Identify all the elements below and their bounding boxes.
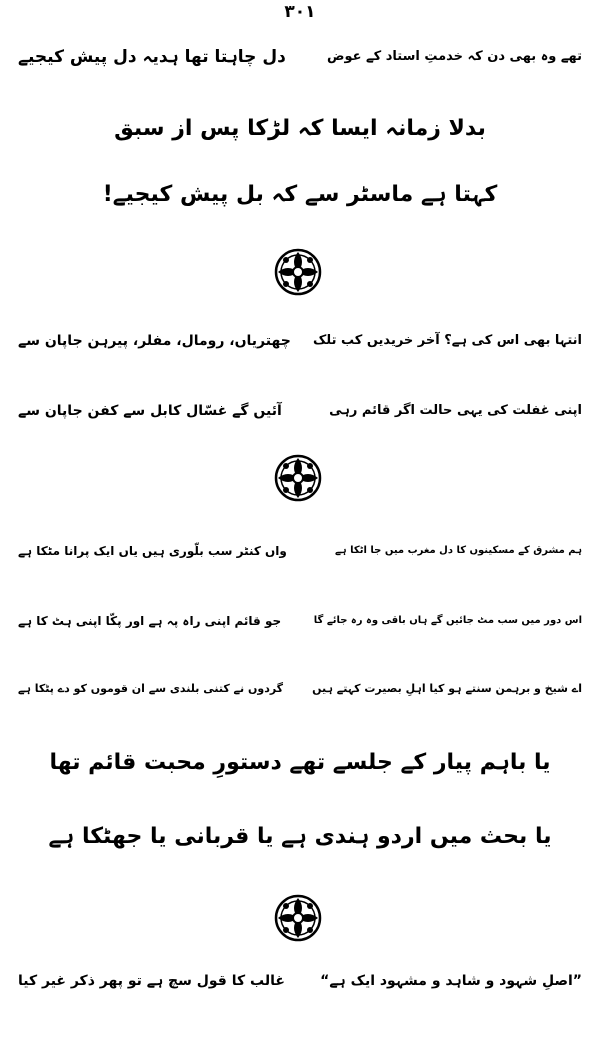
stanza2-couplet1-left: چھتریاں، رومال، مفلر، پیرہن جاپان سے (18, 333, 291, 349)
stanza3-line4: یا باہم پیار کے جلسے تھے دستورِ محبت قائم تھا (49, 750, 551, 775)
stanza2-couplet1-right: انتہا بھی اس کی ہے؟ آخر خریدیں کب تلک (312, 333, 582, 348)
stanza3-couplet2-left: جو قائم اپنی راہ پہ ہے اور پکّا اپنی ہٹ کا ہے (18, 614, 282, 628)
floral-ornament-icon (272, 892, 324, 944)
page-number: ۳۰۱ (284, 2, 316, 22)
stanza3-couplet3-right: اے شیخ و برہمن سنتے ہو کیا اہلِ بصیرت کہتے ہیں (312, 682, 582, 695)
stanza3-couplet1-right: ہم مشرق کے مسکینوں کا دل مغرب میں جا اٹکا ہے (334, 545, 582, 556)
stanza1-line2: بدلا زمانہ ایسا کہ لڑکا پس از سبق (114, 116, 486, 141)
stanza4-couplet1-right: ”اصلِ شہود و شاہد و مشہود ایک ہے“ (320, 973, 582, 989)
stanza1-line3: کہتا ہے ماسٹر سے کہ بل پیش کیجیے! (102, 182, 498, 207)
stanza4-couplet1-left: غالب کا قول سچ ہے تو پھر ذکر غیر کیا (18, 973, 285, 989)
stanza3-line5: یا بحث میں اردو ہندی ہے یا قربانی یا جھٹکا ہے (48, 824, 552, 849)
floral-ornament-icon (272, 452, 324, 504)
stanza3-couplet3-left: گردوں نے کتنی بلندی سے ان قوموں کو دے پٹکا ہے (18, 682, 284, 695)
stanza1-couplet1-right: تھے وہ بھی دن کہ خدمتِ استاد کے عوض (326, 49, 582, 64)
stanza2-couplet2-left: آئیں گے غسّال کابل سے کفن جاپان سے (18, 403, 282, 419)
stanza1-couplet1-left: دل چاہتا تھا ہدیہ دل پیش کیجیے (18, 47, 286, 67)
stanza3-couplet2-right: اس دور میں سب مٹ جائیں گے ہاں باقی وہ رہ جائے گا (313, 615, 582, 626)
stanza3-couplet1-left: واں کنٹر سب بلّوری ہیں یاں ایک پرانا مٹکا ہے (18, 544, 287, 558)
floral-ornament-icon (272, 246, 324, 298)
stanza2-couplet2-right: اپنی غفلت کی یہی حالت اگر قائم رہی (329, 403, 582, 418)
